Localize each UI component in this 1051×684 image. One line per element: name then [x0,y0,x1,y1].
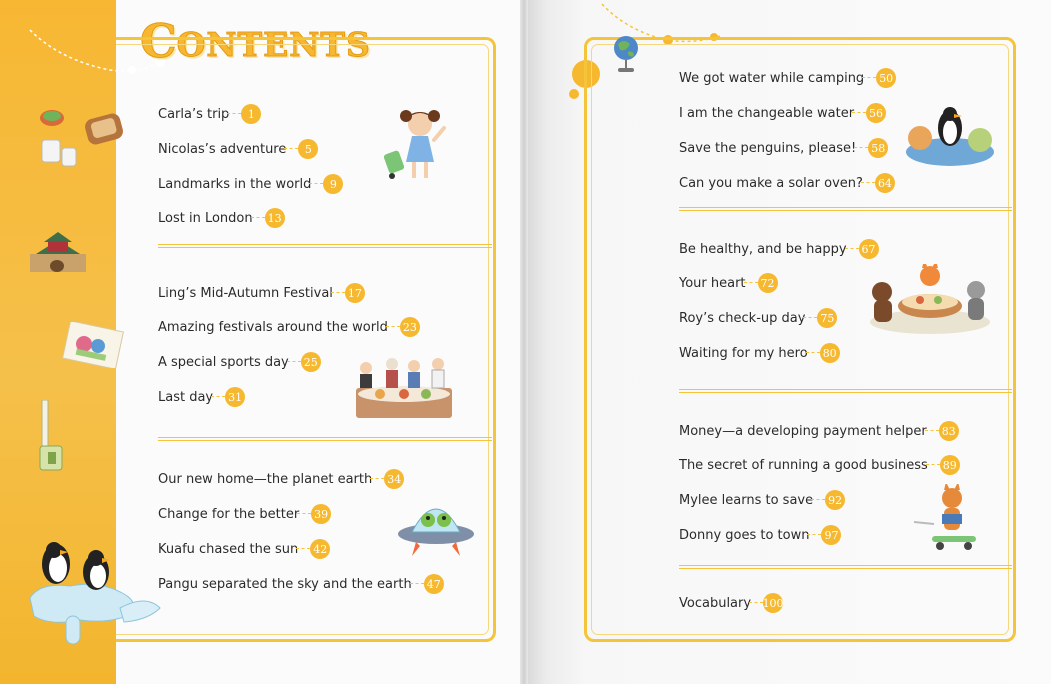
toc-entry[interactable] [158,573,444,595]
page-number-badge: 64 [875,173,895,193]
page-number-badge: 100 [763,593,783,613]
penguins-on-ice-illustration [20,528,162,648]
toc-entry[interactable] [158,468,404,490]
entry-title: Kuafu chased the sun [158,541,299,557]
entry-title: Carla’s trip [158,106,230,122]
entry-title: Amazing festivals around the world [158,319,388,335]
page-number-badge: 92 [825,490,845,510]
toc-entry[interactable] [679,420,959,442]
toc-entry[interactable] [158,207,285,229]
toc-entry[interactable] [679,454,960,476]
entry-title: Change for the better [158,506,300,522]
toc-entry[interactable] [679,102,886,124]
bell-tower-illustration [26,230,90,274]
page-number-badge: 13 [265,208,285,228]
toc-entry[interactable] [679,342,840,364]
entry-title: Save the penguins, please! [679,140,857,156]
entry-title: Lost in London [158,210,253,226]
page-number-badge: 23 [400,317,420,337]
page-number-badge: 50 [876,68,896,88]
penguins-on-earth-illustration [904,102,996,168]
entry-title: Money—a developing payment helper [679,423,927,439]
toc-entry[interactable] [158,386,245,408]
toc-entry[interactable] [679,172,895,194]
right-divider-3 [679,565,1012,569]
page-number-badge: 47 [424,574,444,594]
postcard-illustration [62,322,124,368]
page-number-badge: 58 [868,138,888,158]
page-number-badge: 17 [345,283,365,303]
fox-skateboard-illustration [908,484,980,556]
entry-title: Last day [158,389,214,405]
toc-entry[interactable] [679,307,837,329]
entry-title: I am the changeable water [679,105,855,121]
left-divider-1 [158,244,492,248]
page-number-badge: 75 [817,308,837,328]
alien-spaceship-illustration [396,494,476,560]
page-number-badge: 89 [940,455,960,475]
toc-entry[interactable] [679,137,888,159]
page-number-badge: 9 [323,174,343,194]
entry-title: Landmarks in the world [158,176,312,192]
girl-with-suitcase-illustration [378,106,462,186]
food-sticker-illustration [36,102,128,172]
thermometer-tool-illustration [36,400,66,474]
page-number-badge: 80 [820,343,840,363]
entry-title: Ling’s Mid-Autumn Festival [158,285,333,301]
toc-entry[interactable] [158,103,261,125]
page-number-badge: 83 [939,421,959,441]
entry-title: Nicolas’s adventure [158,141,287,157]
page-number-badge: 25 [301,352,321,372]
entry-title: A special sports day [158,354,289,370]
toc-entry[interactable] [158,282,365,304]
page-number-badge: 39 [311,504,331,524]
entry-title: Can you make a solar oven? [679,175,863,191]
entry-title: Vocabulary [679,595,752,611]
left-divider-2 [158,437,492,441]
family-dinner-illustration [350,354,456,420]
page-number-badge: 31 [225,387,245,407]
page-number-badge: 34 [384,469,404,489]
page-number-badge: 1 [241,104,261,124]
page-number-badge: 42 [310,539,330,559]
toc-entry[interactable] [158,316,420,338]
entry-title: Our new home—the planet earth [158,471,373,487]
toc-entry[interactable] [158,351,321,373]
page-number-badge: 56 [866,103,886,123]
toc-entry[interactable] [679,489,845,511]
entry-title: Roy’s check-up day [679,310,806,326]
toc-entry[interactable] [158,173,343,195]
animals-picnic-illustration [864,264,996,336]
toc-entry[interactable] [158,538,330,560]
entry-title: Donny goes to town [679,527,810,543]
entry-title: The secret of running a good business [679,457,928,473]
toc-entry[interactable] [158,503,331,525]
toc-entry[interactable] [679,592,783,614]
toc-entry[interactable] [679,524,841,546]
entry-title: Be healthy, and be happy [679,241,847,257]
page-number-badge: 5 [298,139,318,159]
toc-entry[interactable] [158,138,318,160]
toc-entry[interactable] [679,238,879,260]
page-number-badge: 67 [859,239,879,259]
book-gutter [520,0,528,684]
entry-title: We got water while camping [679,70,865,86]
right-divider-2 [679,389,1012,393]
toc-entry[interactable] [679,272,778,294]
entry-title: Mylee learns to save [679,492,814,508]
entry-title: Waiting for my hero [679,345,808,361]
entry-title: Your heart [679,275,746,291]
title-rest: ONTENTS [176,25,371,64]
page-number-badge: 97 [821,525,841,545]
globe-icon [610,32,642,76]
right-divider-1 [679,207,1012,211]
toc-entry[interactable] [679,67,896,89]
title-initial: C [140,14,177,68]
page-number-badge: 72 [758,273,778,293]
entry-title: Pangu separated the sky and the earth [158,576,412,592]
